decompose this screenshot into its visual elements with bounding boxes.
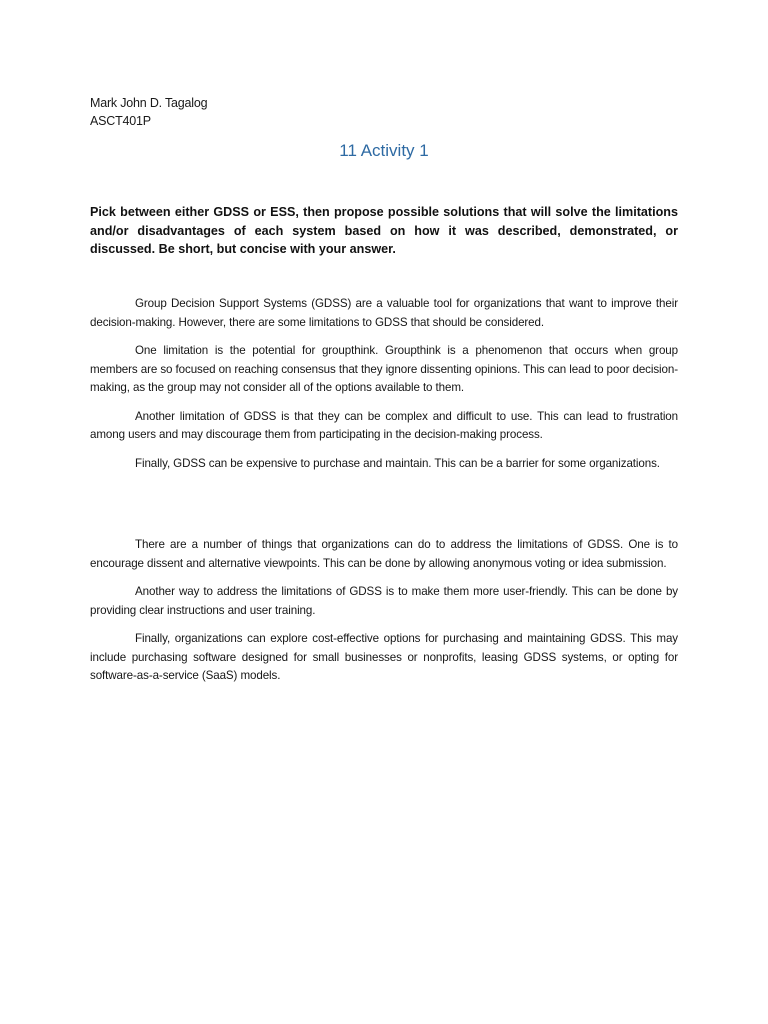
activity-prompt: Pick between either GDSS or ESS, then propose possible solutions that will solve the limitations and/or disadvantages of each system based on how it was described, demonstrated, or discussed. Be short, but concise with your answer.: [90, 205, 678, 256]
limitations-section: [90, 295, 678, 483]
paragraph: Another way to address the limitations of GDSS is to make them more user-friendly. This can be done by providing clear instructions and user training.: [90, 585, 678, 617]
section-code: ASCT401P: [90, 114, 151, 128]
paragraph: Finally, GDSS can be expensive to purchase and maintain. This can be a barrier for some organizations.: [135, 456, 660, 470]
solutions-section: [90, 536, 678, 696]
author-name: Mark John D. Tagalog: [90, 96, 208, 110]
document-title: 11 Activity 1: [339, 141, 429, 160]
paragraph: Group Decision Support Systems (GDSS) are a valuable tool for organizations that want to improve their decision-making. However, there are some limitations to GDSS that should be considered.: [90, 297, 678, 329]
paragraph: One limitation is the potential for groupthink. Groupthink is a phenomenon that occurs when group members are so focused on reaching consensus that they ignore dissenting opinions. This can lead to poor decision-making, as the group may not consider all of the options available to them.: [90, 344, 678, 394]
paragraph: There are a number of things that organizations can do to address the limitations of GDSS. One is to encourage dissent and alternative viewpoints. This can be done by allowing anonymous voting or idea submission.: [90, 538, 678, 570]
paragraph: Another limitation of GDSS is that they can be complex and difficult to use. This can lead to frustration among users and may discourage them from participating in the decision-making process.: [90, 409, 678, 441]
author-block: [90, 94, 207, 130]
paragraph: Finally, organizations can explore cost-effective options for purchasing and maintaining GDSS. This may include purchasing software designed for small businesses or nonprofits, leasing GDSS systems, or opting for software-as-a-service (SaaS) models.: [90, 632, 678, 682]
